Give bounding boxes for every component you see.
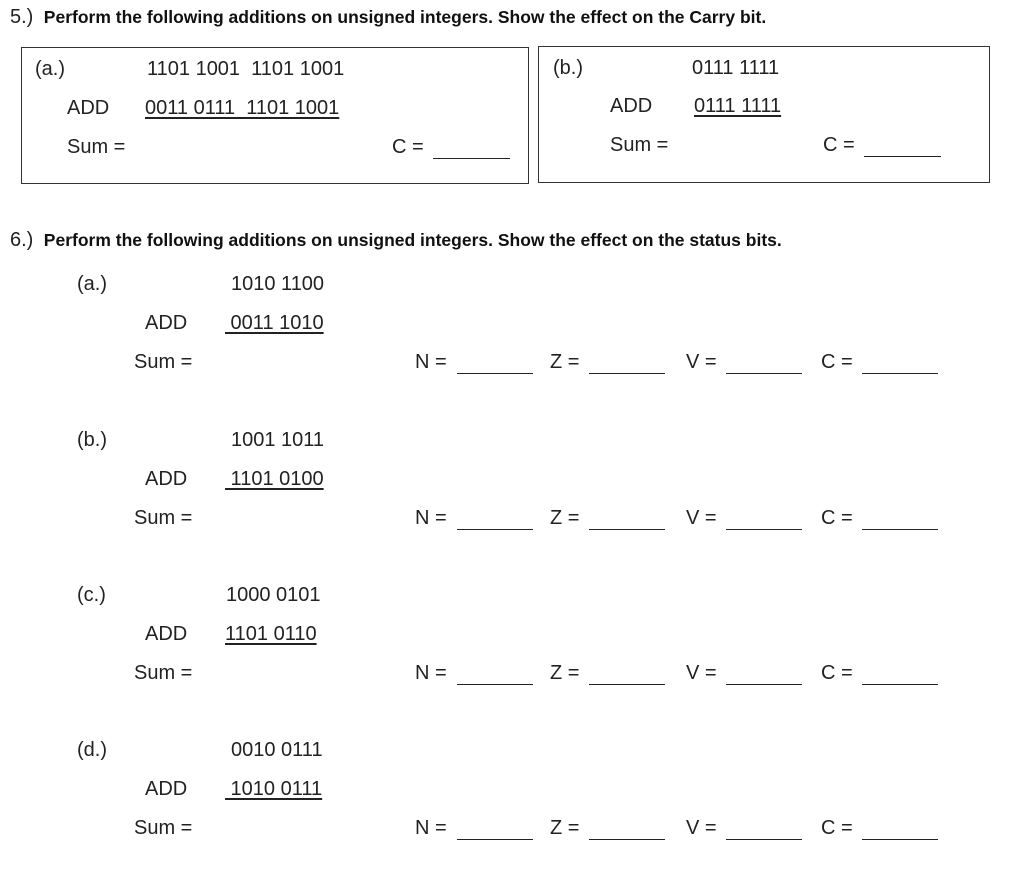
q6b-n-label: N = xyxy=(415,507,447,529)
q5-instruction: Perform the following additions on unsigned integers. Show the effect on the Carry bit. xyxy=(43,7,767,27)
q5-number: 5.) xyxy=(10,6,34,28)
q6a-n-blank[interactable] xyxy=(457,373,533,374)
q6d-c-blank[interactable] xyxy=(862,839,938,840)
q6c-add-label: ADD xyxy=(145,623,188,645)
q6c-n-blank[interactable] xyxy=(457,684,533,685)
q6c-c-blank[interactable] xyxy=(862,684,938,685)
q6d-label: (d.) xyxy=(77,739,107,761)
q5b-sum-label: Sum = xyxy=(610,134,669,156)
q6a-v-blank[interactable] xyxy=(726,373,802,374)
q6d-add-label: ADD xyxy=(145,778,188,800)
q6-number: 6.) xyxy=(10,229,34,251)
q5a-carry-label: C = xyxy=(392,136,424,158)
q6d-sum-label: Sum = xyxy=(134,817,193,839)
q6b-operand2: 1101 0100 xyxy=(225,468,324,490)
q5b-carry-blank[interactable] xyxy=(864,156,941,157)
q6d-c-label: C = xyxy=(821,817,853,839)
q6a-n-label: N = xyxy=(415,351,447,373)
q5-heading xyxy=(10,5,766,31)
q5a-operand1: 1101 1001 1101 1001 xyxy=(147,58,345,80)
q6b-n-blank[interactable] xyxy=(457,529,533,530)
q6d-v-blank[interactable] xyxy=(726,839,802,840)
q6a-add-label: ADD xyxy=(145,312,188,334)
q6a-z-label: Z = xyxy=(550,351,580,373)
q6b-add-label: ADD xyxy=(145,468,188,490)
q6b-c-label: C = xyxy=(821,507,853,529)
q5a-label: (a.) xyxy=(35,58,65,80)
q5b-operand1: 0111 1111 xyxy=(692,57,780,79)
q6c-operand2: 1101 0110 xyxy=(225,623,317,645)
q6a-c-label: C = xyxy=(821,351,853,373)
q6a-sum-label: Sum = xyxy=(134,351,193,373)
q6b-label: (b.) xyxy=(77,429,107,451)
q6d-operand2: 1010 0111 xyxy=(225,778,323,800)
q6a-v-label: V = xyxy=(686,351,717,373)
q6d-n-blank[interactable] xyxy=(457,839,533,840)
q6c-c-label: C = xyxy=(821,662,853,684)
q6a-c-blank[interactable] xyxy=(862,373,938,374)
q6b-z-blank[interactable] xyxy=(589,529,665,530)
q5b-carry-label: C = xyxy=(823,134,855,156)
q6d-n-label: N = xyxy=(415,817,447,839)
q6c-v-label: V = xyxy=(686,662,717,684)
q6d-operand1: 0010 0111 xyxy=(231,739,323,761)
q6b-c-blank[interactable] xyxy=(862,529,938,530)
q6b-v-blank[interactable] xyxy=(726,529,802,530)
q6d-v-label: V = xyxy=(686,817,717,839)
q6-instruction: Perform the following additions on unsigned integers. Show the effect on the status bits. xyxy=(43,230,782,250)
q6b-z-label: Z = xyxy=(550,507,580,529)
q6-heading xyxy=(10,228,782,254)
q6b-operand1: 1001 1011 xyxy=(231,429,325,451)
q6b-sum-label: Sum = xyxy=(134,507,193,529)
q6a-z-blank[interactable] xyxy=(589,373,665,374)
q6d-z-label: Z = xyxy=(550,817,580,839)
q6d-z-blank[interactable] xyxy=(589,839,665,840)
q5a-operand2: 0011 0111 1101 1001 xyxy=(145,97,340,119)
q5a-add-label: ADD xyxy=(67,97,110,119)
q5b-add-label: ADD xyxy=(610,95,653,117)
q6a-operand1: 1010 1100 xyxy=(231,273,325,295)
q6c-n-label: N = xyxy=(415,662,447,684)
q6a-label: (a.) xyxy=(77,273,107,295)
q5b-operand2: 0111 1111 xyxy=(694,95,782,117)
q6c-z-blank[interactable] xyxy=(589,684,665,685)
q6c-label: (c.) xyxy=(77,584,106,606)
q5a-sum-label: Sum = xyxy=(67,136,126,158)
q6b-v-label: V = xyxy=(686,507,717,529)
q6a-operand2: 0011 1010 xyxy=(225,312,324,334)
q6c-sum-label: Sum = xyxy=(134,662,193,684)
q6c-z-label: Z = xyxy=(550,662,580,684)
q6c-operand1: 1000 0101 xyxy=(226,584,321,606)
q5a-carry-blank[interactable] xyxy=(433,158,510,159)
q5b-label: (b.) xyxy=(553,57,583,79)
q6c-v-blank[interactable] xyxy=(726,684,802,685)
